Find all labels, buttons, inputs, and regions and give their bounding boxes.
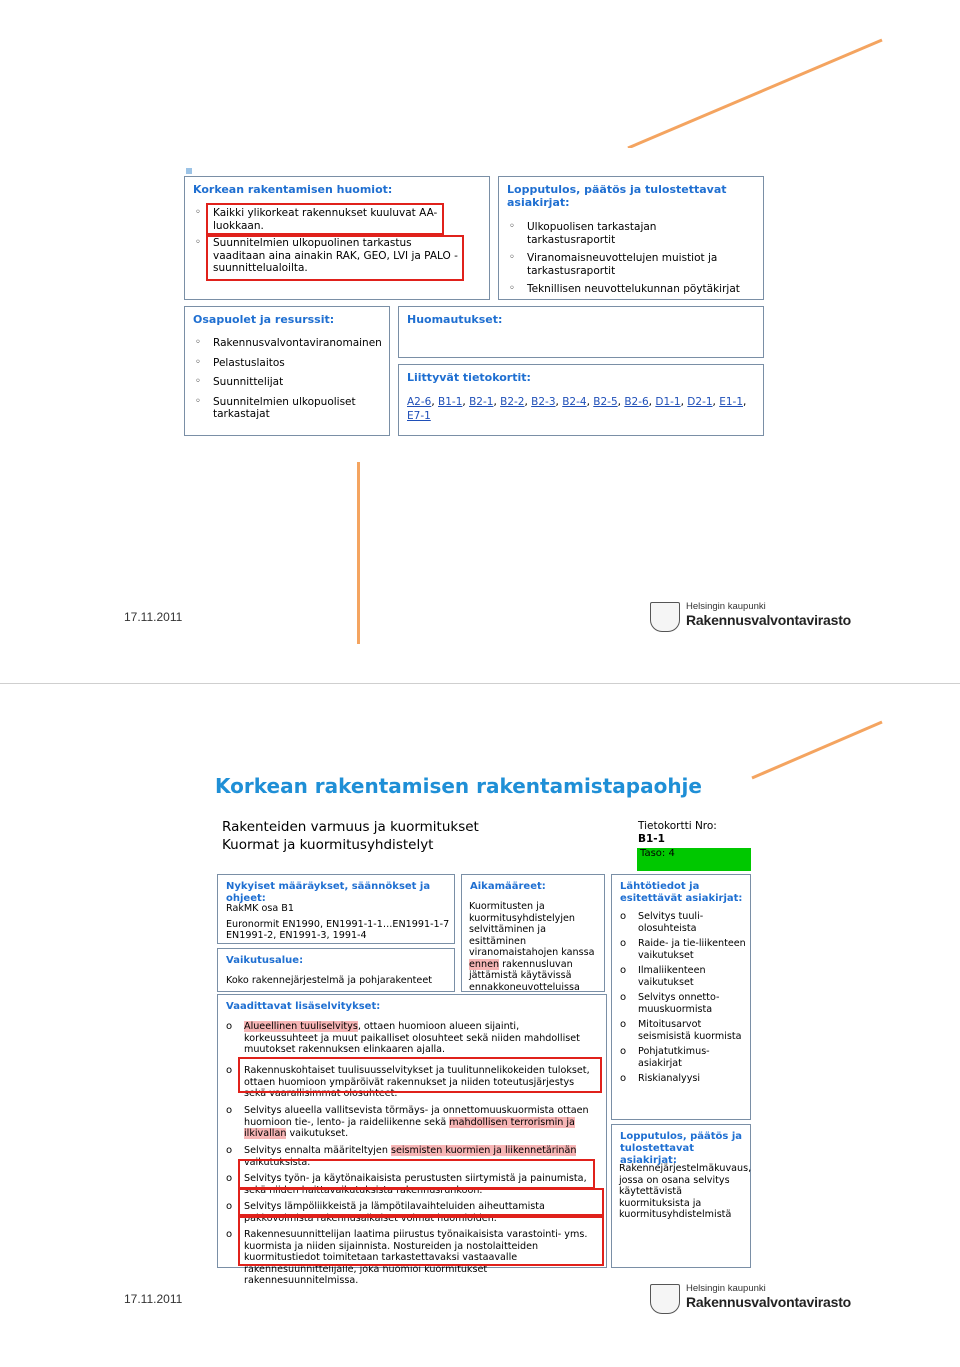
box-title: Nykyiset määräykset, säännökset ja ohjeet: xyxy=(226,881,431,904)
impact-text: Koko rakennejärjestelmä ja pohjarakenteet xyxy=(226,975,433,986)
list-item: o Ilmaliikenteen vaikutukset xyxy=(620,965,706,988)
box-maaraykset xyxy=(217,874,455,944)
list-item: ◦ Pelastuslaitos xyxy=(195,356,285,369)
box-title: Korkean rakentamisen huomiot: xyxy=(193,183,393,196)
list-item: o Selvitys lämpöliikkeistä ja lämpötilavaihteluiden aiheuttamista pakkovoimista rakennusaikaiset voimat huomioiden. xyxy=(226,1201,545,1224)
list-item: o Mitoitusarvot seismisistä kuormista xyxy=(620,1019,742,1042)
link-b2-3[interactable]: B2-3 xyxy=(531,396,556,408)
card-number: Tietokortti Nro: B1-1 xyxy=(638,820,717,845)
link-d1-1[interactable]: D1-1 xyxy=(655,396,681,408)
list-item: ◦ Suunnitelmien ulkopuolinen tarkastus vaaditaan aina ainakin RAK, GEO, LVI ja PALO -suunnittelualoilta. xyxy=(195,237,458,274)
list-item: ◦ Ulkopuolisen tarkastajan tarkastusraportit xyxy=(509,221,657,246)
level-badge: Taso: 4 xyxy=(637,848,751,871)
box-huomiot xyxy=(184,176,490,300)
link-b2-2[interactable]: B2-2 xyxy=(500,396,525,408)
box-huomautukset xyxy=(398,306,764,358)
box-title: Vaadittavat lisäselvitykset: xyxy=(226,1001,381,1012)
crest-icon xyxy=(650,1284,680,1314)
heading: Rakenteiden varmuus ja kuormitukset Kuormat ja kuormitusyhdistelyt xyxy=(222,819,479,853)
list-item: o Selvitys tuuli-olosuhteista xyxy=(620,911,704,934)
list-item: o Rakennesuunnittelijan laatima piirustus työnaikaisista varastointi- yms. kuormista ja niiden sijainnista. Nostureiden ja nostolaitteiden kuormitustiedot toimitetaan tarkastettavaksi vastaavalle rakennesuunnittelijalle, joka huomioi kuormitukset rakennesuunnitelmissa. xyxy=(226,1229,588,1286)
logo xyxy=(650,600,860,634)
box-title: Osapuolet ja resurssit: xyxy=(193,313,335,326)
link-b1-1[interactable]: B1-1 xyxy=(438,396,463,408)
list-item: o Raide- ja tie-liikenteen vaikutukset xyxy=(620,938,746,961)
link-d2-1[interactable]: D2-1 xyxy=(687,396,713,408)
list-item: o Selvitys alueella vallitsevista törmäys- ja onnettomuuskuormista ottaen huomioon tie-, lento- ja raideliikenne sekä mahdollisen terrorismin ja ilkivallan vaikutukset. xyxy=(226,1105,589,1139)
regulations-text: RakMK osa B1 Euronormit EN1990, EN1991-1-1…EN1991-1-7 EN1991-2, EN1991-3, 1991-4 xyxy=(226,903,450,941)
link-b2-1[interactable]: B2-1 xyxy=(469,396,494,408)
list-item: o Selvitys ennalta määriteltyjen seismisten kuormien ja liikennetärinän vaikutuksista. xyxy=(226,1145,577,1168)
link-a2-6[interactable]: A2-6 xyxy=(407,396,432,408)
orange-vertical-line xyxy=(357,462,360,644)
highlight-box xyxy=(206,235,464,281)
box-title: Aikamääreet: xyxy=(470,881,546,892)
box-lahtotiedot xyxy=(611,874,751,1120)
logo-text-big: Rakennusvalvontavirasto xyxy=(686,612,852,628)
slide-date: 17.11.2011 xyxy=(124,1292,183,1306)
orange-accent-line xyxy=(620,30,900,160)
box-lopputulos xyxy=(498,176,764,300)
logo-text-small: Helsingin kaupunki xyxy=(686,1283,766,1294)
timeline-text: Kuormitusten ja kuormitusyhdistelyjen selvittäminen ja esittäminen viranomaistahojen kanssa ennen rakennusluvan jättämistä käytävissä ennakkoneuvotteluissa xyxy=(469,901,595,993)
link-b2-4[interactable]: B2-4 xyxy=(562,396,587,408)
box-liittyvat xyxy=(398,364,764,436)
list-item: ◦ Teknillisen neuvottelukunnan pöytäkirjat xyxy=(509,283,740,295)
box-lopputulos-2 xyxy=(611,1124,751,1268)
crest-icon xyxy=(650,602,680,632)
box-vaikutusalue xyxy=(217,948,455,992)
list-item: o Pohjatutkimus-asiakirjat xyxy=(620,1046,710,1069)
list-item: ◦ Viranomaisneuvottelujen muistiot ja tarkastusraportit xyxy=(509,252,718,277)
box-title: Vaikutusalue: xyxy=(226,955,304,966)
logo xyxy=(650,1282,860,1316)
link-e7-1[interactable]: E7-1 xyxy=(407,410,431,422)
box-title: Huomautukset: xyxy=(407,313,503,326)
result-text: Rakennejärjestelmäkuvaus, jossa on osana selvitys käytettävistä kuormituksista ja kuormitusyhdistelmistä xyxy=(619,1163,752,1220)
list-item: o Alueellinen tuuliselvitys, ottaen huomioon alueen sijainti, korkeussuhteet ja muut paikalliset olosuhteet sekä niiden mahdolliset muutokset rakennuksen elinkaaren ajalla. xyxy=(226,1021,580,1055)
highlight-box xyxy=(238,1188,604,1216)
list-item: ◦ Suunnittelijat xyxy=(195,376,284,388)
highlight-box xyxy=(238,1057,602,1093)
highlight-box xyxy=(238,1159,595,1189)
link-e1-1[interactable]: E1-1 xyxy=(719,396,744,408)
box-lisaselvitykset xyxy=(217,994,607,1286)
bullet-square xyxy=(186,168,192,174)
list-item: o Rakennuskohtaiset tuulisuusselvitykset ja tuulitunnelikokeiden tulokset, ottaen huomioon ympäröivät rakennukset ja niiden toteutusjärjestys sekä vaarallisimmat olosuhteet. xyxy=(226,1065,590,1099)
orange-accent-line xyxy=(740,714,900,784)
list-item: o Riskianalyysi xyxy=(620,1073,701,1084)
slide-date: 17.11.2011 xyxy=(124,610,183,624)
slide-2 xyxy=(0,684,960,1367)
list-item: o Selvitys onnetto-muuskuormista xyxy=(620,992,720,1015)
box-title: Lopputulos, päätös ja tulostettavat asiakirjat: xyxy=(620,1131,743,1166)
box-title: Lopputulos, päätös ja tulostettavat asiakirjat: xyxy=(507,183,727,209)
list-item: ◦ Rakennusvalvontaviranomainen xyxy=(195,337,382,349)
highlight-box xyxy=(206,203,444,235)
link-b2-6[interactable]: B2-6 xyxy=(624,396,649,408)
related-links: A2-6, B1-1, B2-1, B2-2, B2-3, B2-4, B2-5, B2-6, D1-1, D2-1, E1-1, E7-1 xyxy=(407,396,747,422)
slide-title: Korkean rakentamisen rakentamistapaohje xyxy=(215,774,702,798)
link-b2-5[interactable]: B2-5 xyxy=(593,396,618,408)
logo-text-big: Rakennusvalvontavirasto xyxy=(686,1294,852,1310)
box-aikamaareet xyxy=(461,874,605,992)
box-title: Lähtötiedot ja esitettävät asiakirjat: xyxy=(620,881,743,904)
box-osapuolet xyxy=(184,306,390,436)
highlight-box xyxy=(238,1216,604,1266)
logo-text-small: Helsingin kaupunki xyxy=(686,601,766,612)
list-item: ◦ Kaikki ylikorkeat rakennukset kuuluvat AA-luokkaan. xyxy=(195,207,438,232)
list-item: ◦ Suunnitelmien ulkopuoliset tarkastajat xyxy=(195,395,356,420)
box-title: Liittyvät tietokortit: xyxy=(407,371,531,384)
list-item: o Selvitys työn- ja käytönaikaisista perustusten siirtymistä ja painumista, sekä niiden haittavaikutuksista rakennusrunkoon. xyxy=(226,1173,587,1196)
